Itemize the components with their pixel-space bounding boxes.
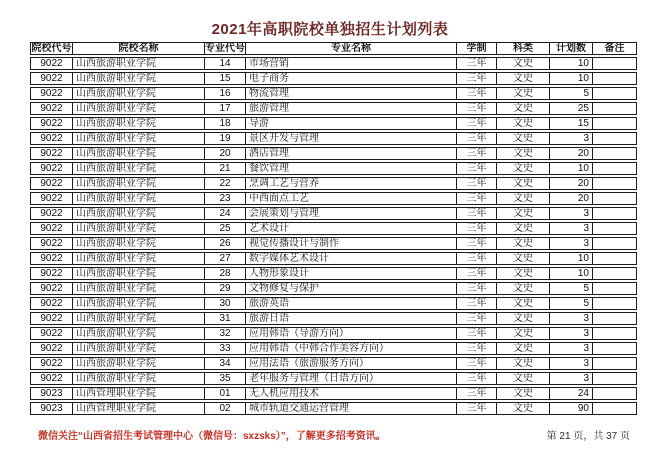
college-name-cell: 山西旅游职业学院 [72,207,204,220]
duration-cell: 三年 [456,237,496,250]
major-code-cell: 16 [204,87,245,100]
enrollment-plan-table [30,40,637,417]
plan-count-cell: 3 [549,312,592,325]
duration-cell: 三年 [456,102,496,115]
college-code-cell: 9022 [30,117,72,130]
major-code-cell: 21 [204,162,245,175]
table-row [30,357,637,370]
plan-count-cell: 10 [549,252,592,265]
remark-cell [592,342,637,355]
duration-cell: 三年 [456,327,496,340]
plan-count-cell: 10 [549,72,592,85]
plan-count-cell: 15 [549,117,592,130]
college-code-cell: 9022 [30,297,72,310]
category-cell: 文史 [496,57,549,70]
remark-cell [592,72,637,85]
college-code-cell: 9022 [30,57,72,70]
college-code-cell: 9022 [30,282,72,295]
major-code-cell: 17 [204,102,245,115]
college-code-cell: 9022 [30,267,72,280]
table-row [30,72,637,85]
college-code-cell: 9022 [30,162,72,175]
duration-cell: 三年 [456,117,496,130]
category-cell: 文史 [496,192,549,205]
major-code-cell: 33 [204,342,245,355]
college-code-cell: 9022 [30,342,72,355]
major-name-cell: 人物形象设计 [245,267,456,280]
major-name-cell: 文物修复与保护 [245,282,456,295]
category-cell: 文史 [496,297,549,310]
duration-cell: 三年 [456,267,496,280]
college-name-cell: 山西旅游职业学院 [72,357,204,370]
remark-cell [592,192,637,205]
major-name-cell: 会展策划与管理 [245,207,456,220]
college-name-cell: 山西旅游职业学院 [72,282,204,295]
remark-cell [592,222,637,235]
college-name-cell: 山西旅游职业学院 [72,162,204,175]
college-name-cell: 山西旅游职业学院 [72,72,204,85]
plan-count-cell: 10 [549,267,592,280]
duration-cell: 三年 [456,222,496,235]
duration-cell: 三年 [456,132,496,145]
category-cell: 文史 [496,162,549,175]
major-name-cell: 烹调工艺与营养 [245,177,456,190]
major-name-cell: 电子商务 [245,72,456,85]
table-row [30,327,637,340]
college-code-cell: 9022 [30,252,72,265]
duration-cell: 三年 [456,147,496,160]
college-code-cell: 9022 [30,87,72,100]
column-header-plan-count: 计划数 [549,42,592,55]
category-cell: 文史 [496,312,549,325]
duration-cell: 三年 [456,372,496,385]
table-row [30,267,637,280]
table-row [30,132,637,145]
college-code-cell: 9022 [30,147,72,160]
major-code-cell: 24 [204,207,245,220]
plan-count-cell: 3 [549,372,592,385]
remark-cell [592,117,637,130]
plan-count-cell: 3 [549,237,592,250]
remark-cell [592,312,637,325]
column-header-college-code: 院校代号 [31,43,72,54]
major-code-cell: 19 [204,132,245,145]
table-row [30,57,637,70]
wechat-footer-note: 微信关注“山西省招生考试管理中心（微信号：sxzsks）”，了解更多招考资讯。 [38,431,386,442]
category-cell: 文史 [496,132,549,145]
major-code-cell: 29 [204,282,245,295]
table-row [30,162,637,175]
remark-cell [592,237,637,250]
category-cell: 文史 [496,372,549,385]
college-code-cell: 9023 [30,402,72,415]
plan-count-cell: 20 [549,177,592,190]
page-indicator: 第 21 页，共 37 页 [546,431,630,442]
college-name-cell: 山西旅游职业学院 [72,297,204,310]
column-header-category: 科类 [496,42,549,55]
major-name-cell: 无人机应用技术 [245,387,456,400]
college-name-cell: 山西旅游职业学院 [72,237,204,250]
plan-count-cell: 20 [549,147,592,160]
major-code-cell: 23 [204,192,245,205]
major-code-cell: 14 [204,57,245,70]
plan-count-cell: 5 [549,297,592,310]
plan-count-cell: 10 [549,57,592,70]
college-code-cell: 9022 [30,207,72,220]
duration-cell: 三年 [456,297,496,310]
duration-cell: 三年 [456,87,496,100]
category-cell: 文史 [496,237,549,250]
plan-count-cell: 25 [549,102,592,115]
column-header-remark: 备注 [592,42,637,55]
college-code-cell: 9022 [30,177,72,190]
major-code-cell: 25 [204,222,245,235]
remark-cell [592,87,637,100]
table-row [30,147,637,160]
major-name-cell: 旅游日语 [245,312,456,325]
category-cell: 文史 [496,387,549,400]
duration-cell: 三年 [456,177,496,190]
major-code-cell: 35 [204,372,245,385]
major-code-cell: 26 [204,237,245,250]
college-name-cell: 山西管理职业学院 [72,387,204,400]
college-code-cell: 9022 [30,312,72,325]
college-name-cell: 山西旅游职业学院 [72,267,204,280]
major-name-cell: 应用法语（旅游服务方向） [245,357,456,370]
major-name-cell: 景区开发与管理 [245,132,456,145]
major-name-cell: 应用韩语（导游方向） [245,327,456,340]
duration-cell: 三年 [456,252,496,265]
plan-count-cell: 90 [549,402,592,415]
remark-cell [592,282,637,295]
major-name-cell: 城市轨道交通运营管理 [245,402,456,415]
table-row [30,177,637,190]
major-name-cell: 老年服务与管理（日语方向） [245,372,456,385]
table-row [30,222,637,235]
plan-count-cell: 20 [549,192,592,205]
plan-count-cell: 3 [549,357,592,370]
major-code-cell: 27 [204,252,245,265]
remark-cell [592,402,637,415]
category-cell: 文史 [496,357,549,370]
plan-count-cell: 3 [549,342,592,355]
plan-count-cell: 5 [549,87,592,100]
remark-cell [592,102,637,115]
table-row [30,372,637,385]
remark-cell [592,357,637,370]
remark-cell [592,207,637,220]
major-name-cell: 酒店管理 [245,147,456,160]
remark-cell [592,267,637,280]
major-code-cell: 34 [204,357,245,370]
category-cell: 文史 [496,282,549,295]
college-code-cell: 9022 [30,102,72,115]
major-name-cell: 旅游英语 [245,297,456,310]
table-row [30,402,637,415]
category-cell: 文史 [496,222,549,235]
duration-cell: 三年 [456,282,496,295]
table-row [30,252,637,265]
major-code-cell: 31 [204,312,245,325]
college-name-cell: 山西旅游职业学院 [72,57,204,70]
table-row [30,297,637,310]
college-code-cell: 9022 [30,357,72,370]
table-row [30,312,637,325]
remark-cell [592,327,637,340]
duration-cell: 三年 [456,357,496,370]
remark-cell [592,252,637,265]
table-body [30,57,637,415]
remark-cell [592,177,637,190]
college-name-cell: 山西旅游职业学院 [72,192,204,205]
college-name-cell: 山西旅游职业学院 [72,132,204,145]
duration-cell: 三年 [456,207,496,220]
category-cell: 文史 [496,267,549,280]
table-row [30,387,637,400]
duration-cell: 三年 [456,342,496,355]
category-cell: 文史 [496,147,549,160]
major-name-cell: 艺术设计 [245,222,456,235]
table-row [30,117,637,130]
major-code-cell: 15 [204,72,245,85]
remark-cell [592,297,637,310]
major-code-cell: 02 [204,402,245,415]
category-cell: 文史 [496,72,549,85]
major-name-cell: 中西面点工艺 [245,192,456,205]
college-name-cell: 山西旅游职业学院 [72,342,204,355]
column-header-major-code: 专业代号 [205,43,245,54]
college-code-cell: 9022 [30,372,72,385]
remark-cell [592,57,637,70]
category-cell: 文史 [496,342,549,355]
major-code-cell: 32 [204,327,245,340]
college-code-cell: 9022 [30,222,72,235]
duration-cell: 三年 [456,387,496,400]
plan-count-cell: 5 [549,282,592,295]
college-code-cell: 9023 [30,387,72,400]
major-code-cell: 01 [204,387,245,400]
plan-count-cell: 3 [549,222,592,235]
major-name-cell: 餐饮管理 [245,162,456,175]
major-name-cell: 数字媒体艺术设计 [245,252,456,265]
plan-count-cell: 3 [549,132,592,145]
remark-cell [592,372,637,385]
major-code-cell: 22 [204,177,245,190]
major-code-cell: 18 [204,117,245,130]
college-name-cell: 山西旅游职业学院 [72,87,204,100]
college-name-cell: 山西管理职业学院 [72,402,204,415]
duration-cell: 三年 [456,72,496,85]
category-cell: 文史 [496,102,549,115]
plan-count-cell: 10 [549,162,592,175]
category-cell: 文史 [496,117,549,130]
major-code-cell: 30 [204,297,245,310]
category-cell: 文史 [496,207,549,220]
duration-cell: 三年 [456,162,496,175]
major-name-cell: 视觉传播设计与制作 [245,237,456,250]
remark-cell [592,387,637,400]
table-header-row [30,42,637,55]
plan-count-cell: 3 [549,207,592,220]
college-code-cell: 9022 [30,72,72,85]
column-header-major-name: 专业名称 [245,42,456,55]
college-name-cell: 山西旅游职业学院 [72,372,204,385]
college-name-cell: 山西旅游职业学院 [72,327,204,340]
table-row [30,282,637,295]
column-header-duration: 学制 [456,42,496,55]
major-name-cell: 旅游管理 [245,102,456,115]
table-row [30,342,637,355]
college-name-cell: 山西旅游职业学院 [72,117,204,130]
college-name-cell: 山西旅游职业学院 [72,252,204,265]
major-code-cell: 20 [204,147,245,160]
table-row [30,207,637,220]
college-name-cell: 山西旅游职业学院 [72,312,204,325]
college-name-cell: 山西旅游职业学院 [72,147,204,160]
duration-cell: 三年 [456,312,496,325]
college-name-cell: 山西旅游职业学院 [72,102,204,115]
major-name-cell: 导游 [245,117,456,130]
college-code-cell: 9022 [30,327,72,340]
remark-cell [592,132,637,145]
major-code-cell: 28 [204,267,245,280]
college-name-cell: 山西旅游职业学院 [72,177,204,190]
college-code-cell: 9022 [30,192,72,205]
college-code-cell: 9022 [30,132,72,145]
plan-count-cell: 3 [549,327,592,340]
remark-cell [592,147,637,160]
category-cell: 文史 [496,327,549,340]
table-row [30,102,637,115]
major-name-cell: 市场营销 [245,57,456,70]
page-title: 2021年高职院校单独招生计划列表 [211,21,449,38]
remark-cell [592,162,637,175]
duration-cell: 三年 [456,402,496,415]
category-cell: 文史 [496,402,549,415]
plan-count-cell: 24 [549,387,592,400]
category-cell: 文史 [496,177,549,190]
college-code-cell: 9022 [30,237,72,250]
duration-cell: 三年 [456,57,496,70]
category-cell: 文史 [496,252,549,265]
college-name-cell: 山西旅游职业学院 [72,222,204,235]
major-name-cell: 物流管理 [245,87,456,100]
duration-cell: 三年 [456,192,496,205]
major-name-cell: 应用韩语（中韩合作美容方向） [245,342,456,355]
category-cell: 文史 [496,87,549,100]
table-row [30,87,637,100]
table-row [30,192,637,205]
table-row [30,237,637,250]
column-header-college-name: 院校名称 [72,42,204,55]
